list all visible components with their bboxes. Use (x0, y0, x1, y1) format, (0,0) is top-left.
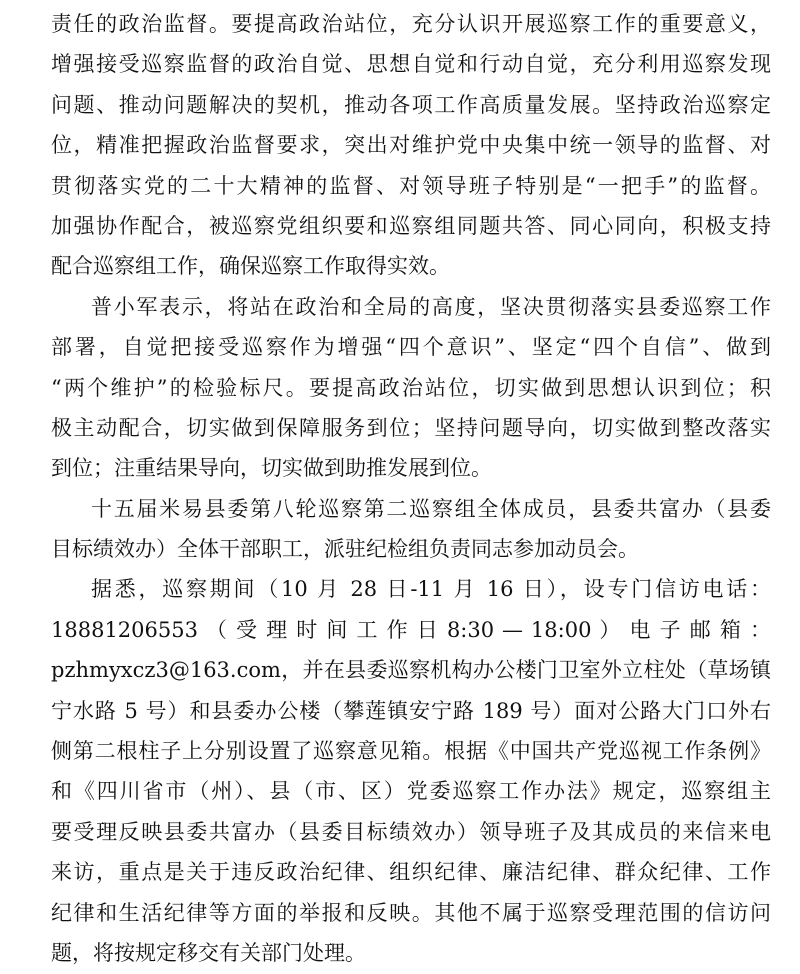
document-body (51, 4, 771, 973)
paragraph-line: 纪律和生活纪律等方面的举报和反映。其他不属于巡察受理范围的信访问 (51, 900, 771, 925)
paragraph-line: 配合巡察组工作，确保巡察工作取得实效。 (51, 254, 450, 279)
paragraph-line: 来访，重点是关于违反政治纪律、组织纪律、廉洁纪律、群众纪律、工作 (51, 860, 771, 885)
paragraph-line: 普小军表示，将站在政治和全局的高度，坚决贯彻落实县委巡察工作 (91, 294, 771, 319)
paragraph-line: 贯彻落实党的二十大精神的监督、对领导班子特别是“一把手”的监督。 (51, 173, 771, 198)
paragraph-line: 十五届米易县委第八轮巡察第二巡察组全体成员，县委共富办（县委 (91, 496, 771, 521)
paragraph-line: pzhmyxcz3@163.com，并在县委巡察机构办公楼门卫室外立柱处（草场镇 (51, 658, 771, 683)
paragraph-line: 责任的政治监督。要提高政治站位，充分认识开展巡察工作的重要意义， (51, 12, 771, 36)
paragraph-line: 到位；注重结果导向，切实做到助推发展到位。 (51, 456, 492, 481)
paragraph-line: 18881206553 （ 受 理 时 间 工 作 日 8:30 — 18:00 ） 电 子 邮 箱 ： (51, 617, 771, 642)
paragraph-line: 题，将按规定移交有关部门处理。 (51, 940, 366, 965)
paragraph-line: 加强协作配合，被巡察党组织要和巡察组同题共答、同心同向，积极支持 (51, 213, 771, 238)
paragraph-line: 侧第二根柱子上分别设置了巡察意见箱。根据《中国共产党巡视工作条例》 (51, 739, 771, 764)
paragraph-line: 要受理反映县委共富办（县委目标绩效办）领导班子及其成员的来信来电 (51, 819, 771, 844)
paragraph-line: 位，精准把握政治监督要求，突出对维护党中央集中统一领导的监督、对 (51, 133, 771, 158)
paragraph-line: 问题、推动问题解决的契机，推动各项工作高质量发展。坚持政治巡察定 (51, 92, 771, 117)
paragraph-line: “两个维护”的检验标尺。要提高政治站位，切实做到思想认识到位；积 (51, 375, 771, 400)
paragraph-line: 部署，自觉把接受巡察作为增强“四个意识”、坚定“四个自信”、做到 (51, 335, 771, 360)
paragraph-line: 目标绩效办）全体干部职工，派驻纪检组负责同志参加动员会。 (51, 537, 639, 562)
paragraph-line: 极主动配合，切实做到保障服务到位；坚持问题导向，切实做到整改落实 (51, 415, 771, 440)
paragraph-line: 增强接受巡察监督的政治自觉、思想自觉和行动自觉，充分利用巡察发现 (51, 52, 771, 77)
paragraph-line: 据悉，巡察期间（10 月 28 日-11 月 16 日），设专门信访电话： (91, 577, 771, 602)
paragraph-line: 宁水路 5 号）和县委办公楼（攀莲镇安宁路 189 号）面对公路大门口外右 (51, 698, 771, 723)
paragraph-line: 和《四川省市（州）、县（市、区）党委巡察工作办法》规定，巡察组主 (51, 779, 771, 804)
